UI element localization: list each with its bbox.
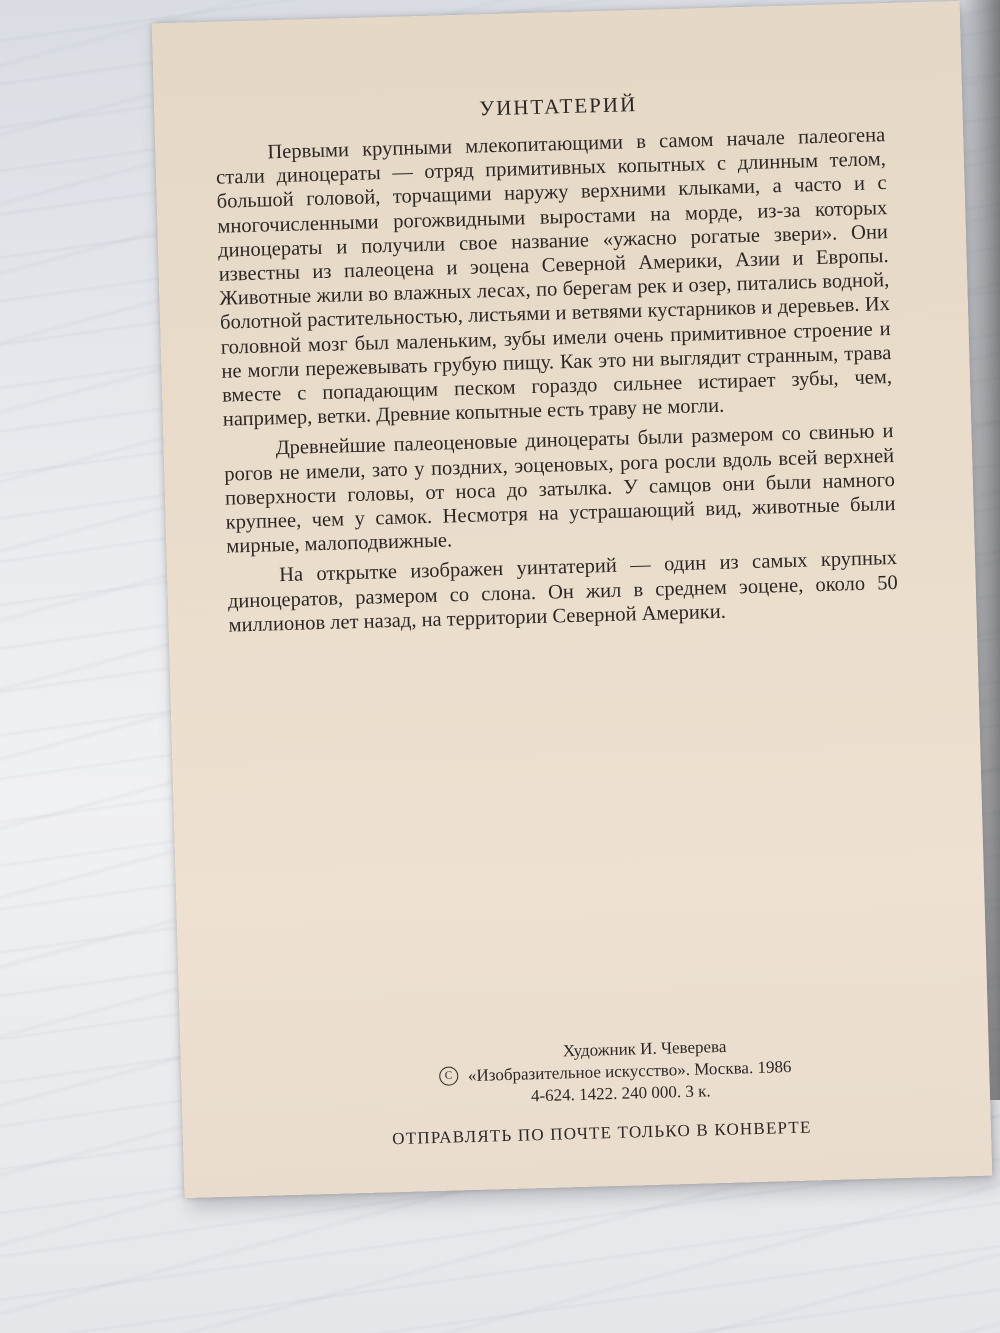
postcard-back <box>152 1 992 1198</box>
mailing-note: ОТПРАВЛЯТЬ ПО ПОЧТЕ ТОЛЬКО В КОНВЕРТЕ <box>392 1117 812 1149</box>
card-title: УИНТАТЕРИЙ <box>478 91 638 121</box>
artist-credit: Художник И. Чеверева <box>562 1036 727 1061</box>
postcard-content <box>152 1 992 1198</box>
credits-block <box>180 1029 990 1118</box>
description-text <box>215 123 899 644</box>
publisher-credit: «Изобразительное искусство». Москва. 1986 <box>467 1057 792 1086</box>
print-codes: 4-624. 1422. 240 000. 3 к. <box>530 1081 711 1106</box>
paragraph-2: Древнейшие палеоценовые диноцераты были размером со свинью и рогов не имели, зато у поздних, эоценовых, рога росли вдоль всей верхней поверхности головы, от носа до затылка. У самцов они были намного крупнее, чем у самок. Несмотря на устрашающий вид, животные были мирные, малоподвижные. <box>224 420 896 558</box>
paragraph-1: Первыми крупными млекопитающими в самом начале палеогена стали диноцераты — отряд примитивных копытных с длинным телом, большой головой, торчащими наружу верхними клыками, а часто и с многочисленными рогожвидными выростами на морде, из-за которых диноцераты и получили свое название «ужасно рогатые звери». Они известны из палеоцена и эоцена Северной Америки, Азии и Европы. Животные жили во влажных лесах, по берегам рек и озер, питались водной, болотной растительностью, листьями и ветвями кустарников и деревьев. Их головной мозг был маленьким, зубы имели очень примитивное строение и не могли пережевывать грубую пищу. Как это ни выглядит странным, трава вместе с попадающим песком гораздо сильнее истирает зубы, чем, например, ветки. Древние копытные есть траву не могли. <box>215 124 893 431</box>
paragraph-3: На открытке изображен уинтатерий — один из самых крупных диноцератов, размером со слона. Он жил в среднем эоцене, около 50 миллионов лет назад, на территории Северной Америки. <box>227 547 898 637</box>
copyright-icon: C <box>439 1066 459 1086</box>
